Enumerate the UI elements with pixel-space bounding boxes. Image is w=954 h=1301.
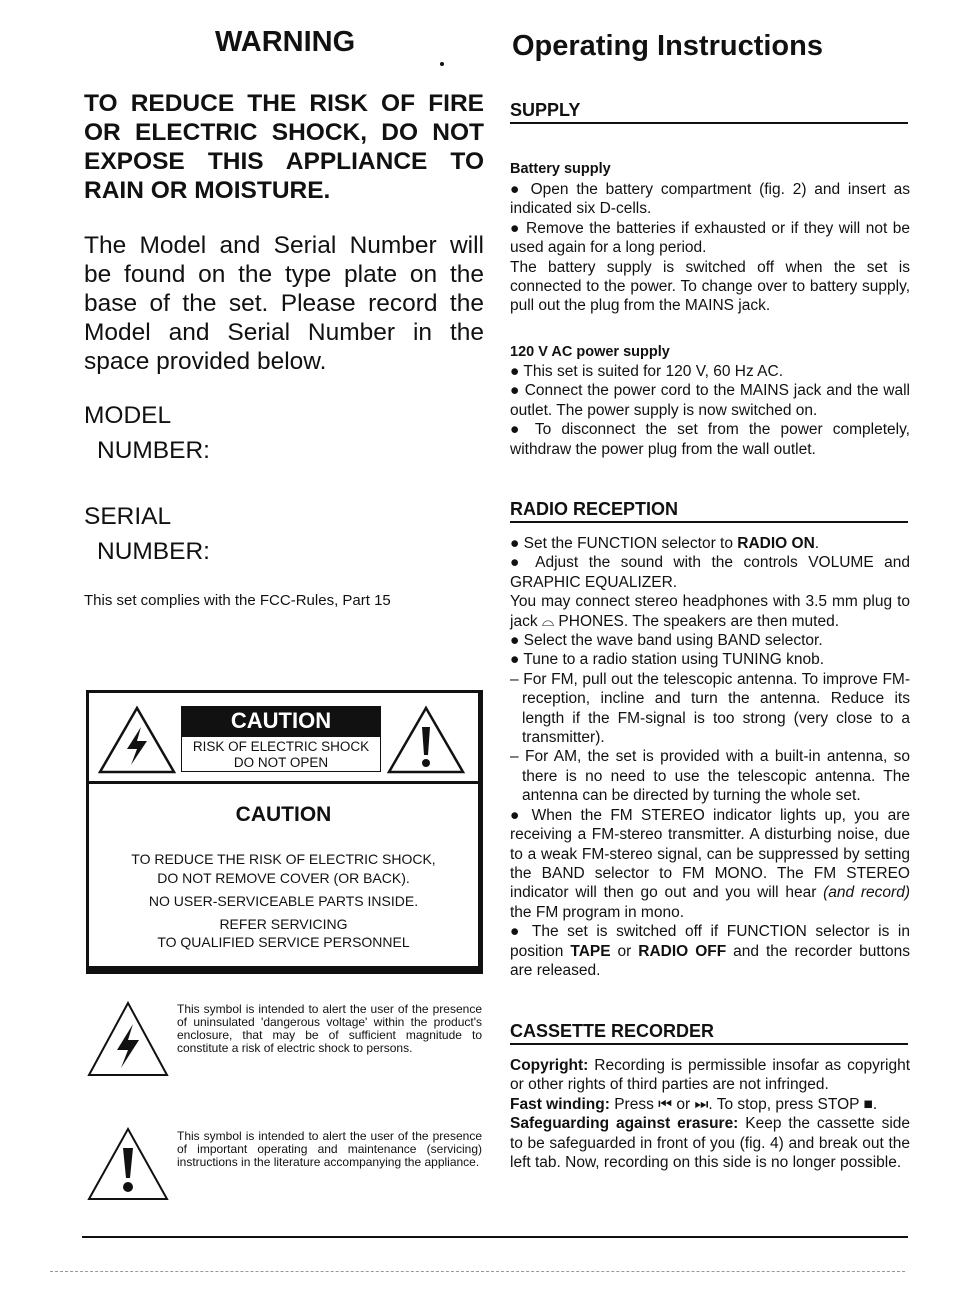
cassette-text: Keep the cassette side to be safeguarded in front of you (fig. 4) and break out the left tab. Now, recording on this side is no longer possible. xyxy=(510,1115,911,1172)
radio-item-text: ● Set the FUNCTION selector to xyxy=(510,535,738,552)
exclamation-warning-icon xyxy=(386,705,466,775)
warning-title: WARNING xyxy=(215,26,356,58)
radio-item-text: the FM program in mono. xyxy=(510,903,685,921)
battery-section xyxy=(510,180,910,316)
model-number-label: NUMBER: xyxy=(97,437,210,464)
cassette-section xyxy=(510,1056,910,1172)
radio-fm-note: – For FM, pull out the telescopic antenna. To improve FM-reception, incline and turn the antenna. Reduce its length if the FM-signal is too strong (very close to a transmitter). xyxy=(510,670,910,747)
lightning-warning-icon xyxy=(97,705,177,775)
model-label: MODEL xyxy=(84,402,172,429)
exclamation-symbol-text: This symbol is intended to alert the user of the presence of important operating and maintenance (servicing) instructions in the literature accompanying the appliance. xyxy=(177,1129,482,1169)
radio-item: ● Select the wave band using BAND selector. xyxy=(510,632,823,650)
radio-item-italic: (and record) xyxy=(823,884,910,902)
radio-item-text: ● When the FM STEREO indicator lights up, you are receiving a FM-stereo transmitter. A disturbing noise, due to a weak FM-stereo signal, can be suppressed by setting the BAND selector to FM MONO. The FM STEREO indicator will then go out and you will hear xyxy=(510,806,910,902)
stray-dot xyxy=(440,62,444,66)
cassette-item xyxy=(510,1056,910,1095)
radio-item-text: . xyxy=(814,535,820,552)
battery-item: ● Open the battery compartment (fig. 2) and insert as indicated six D-cells. xyxy=(510,181,910,218)
cassette-heading: CASSETTE RECORDER xyxy=(510,1021,908,1045)
erasure-label: Safeguarding against erasure: xyxy=(510,1115,739,1133)
model-intro: The Model and Serial Number will be found on the type plate on the base of the set. Please record the Model and Serial Number in the space provided below. xyxy=(84,232,484,375)
battery-heading: Battery supply xyxy=(510,161,611,177)
radio-am-note: – For AM, the set is provided with a built-in antenna, so there is no need to use the telescopic antenna. The antenna can be directed by turning the whole set. xyxy=(510,748,910,805)
risk-line-1: RISK OF ELECTRIC SHOCK xyxy=(192,739,370,754)
serial-label: SERIAL xyxy=(84,503,172,530)
cassette-item xyxy=(510,1095,910,1114)
serial-number-label: NUMBER: xyxy=(97,538,210,565)
ac-heading: 120 V AC power supply xyxy=(510,344,670,360)
exclamation-symbol-icon xyxy=(86,1126,170,1202)
radio-item xyxy=(510,922,910,980)
battery-item: ● Remove the batteries if exhausted or if they will not be used again for a long period. xyxy=(510,219,910,257)
radio-section xyxy=(510,534,910,980)
caution-bar-label: CAUTION xyxy=(181,706,381,736)
radio-item: ● Tune to a radio station using TUNING knob. xyxy=(510,651,825,669)
caution-header xyxy=(89,693,478,784)
risk-line-2: DO NOT OPEN xyxy=(233,755,329,770)
cassette-item xyxy=(510,1114,910,1172)
radio-item xyxy=(510,534,910,553)
ac-item: ● This set is suited for 120 V, 60 Hz AC. xyxy=(510,363,783,380)
copyright-label: Copyright: xyxy=(510,1057,589,1074)
bottom-rule xyxy=(82,1236,908,1238)
cassette-text: Recording is permissible insofar as copyright or other rights of third parties are not infringed. xyxy=(510,1057,910,1094)
tape-label: TAPE xyxy=(570,942,611,960)
page-title: Operating Instructions xyxy=(512,30,823,62)
radio-heading: RADIO RECEPTION xyxy=(510,499,908,523)
radio-item: You may connect stereo headphones with 3.5 mm plug to jack ⌓ PHONES. The speakers are then muted. xyxy=(510,593,910,630)
radio-item-text: ● The set is switched off if FUNCTION selector is in position xyxy=(510,923,910,960)
radio-off-label: RADIO OFF xyxy=(638,942,727,960)
caution-line-1: TO REDUCE THE RISK OF ELECTRIC SHOCK, xyxy=(131,851,436,867)
radio-item-text: and the recorder buttons are released. xyxy=(510,942,910,979)
caution-line-5: TO QUALIFIED SERVICE PERSONNEL xyxy=(157,934,410,950)
ac-section xyxy=(510,362,910,459)
caution-box xyxy=(86,690,483,974)
lightning-symbol-icon xyxy=(86,1000,170,1078)
lightning-symbol-text: This symbol is intended to alert the user of the presence of uninsulated 'dangerous voltage' within the product's enclosure, that may be of sufficient magnitude to constitute a risk of electric shock to persons. xyxy=(177,1002,482,1055)
supply-heading: SUPPLY xyxy=(510,100,908,124)
radio-item: ● Adjust the sound with the controls VOLUME and GRAPHIC EQUALIZER. xyxy=(510,554,910,591)
radio-item xyxy=(510,806,910,922)
warning-text: TO REDUCE THE RISK OF FIRE OR ELECTRIC SHOCK, DO NOT EXPOSE THIS APPLIANCE TO RAIN OR MOISTURE. xyxy=(84,90,484,204)
caution-line-2: DO NOT REMOVE COVER (OR BACK). xyxy=(157,870,410,886)
caution-heading: CAUTION xyxy=(235,803,332,826)
fcc-note: This set complies with the FCC-Rules, Part 15 xyxy=(84,592,391,609)
caution-line-4: REFER SERVICING xyxy=(219,916,348,932)
radio-item-text: or xyxy=(610,942,639,960)
cassette-text: Press ⏮ or ⏭. To stop, press STOP ■. xyxy=(609,1095,878,1113)
radio-on-label: RADIO ON xyxy=(737,535,815,552)
caution-line-3: NO USER-SERVICEABLE PARTS INSIDE. xyxy=(148,893,419,909)
ac-item: ● Connect the power cord to the MAINS jack and the wall outlet. The power supply is now switched on. xyxy=(510,382,910,419)
battery-note: The battery supply is switched off when the set is connected to the power. To change over to battery supply, pull out the plug from the MAINS jack. xyxy=(510,258,910,315)
risk-label xyxy=(181,736,381,772)
ac-item: ● To disconnect the set from the power completely, withdraw the power plug from the wall outlet. xyxy=(510,421,910,458)
fast-winding-label: Fast winding: xyxy=(510,1095,610,1113)
scan-artifact-line xyxy=(50,1271,905,1272)
